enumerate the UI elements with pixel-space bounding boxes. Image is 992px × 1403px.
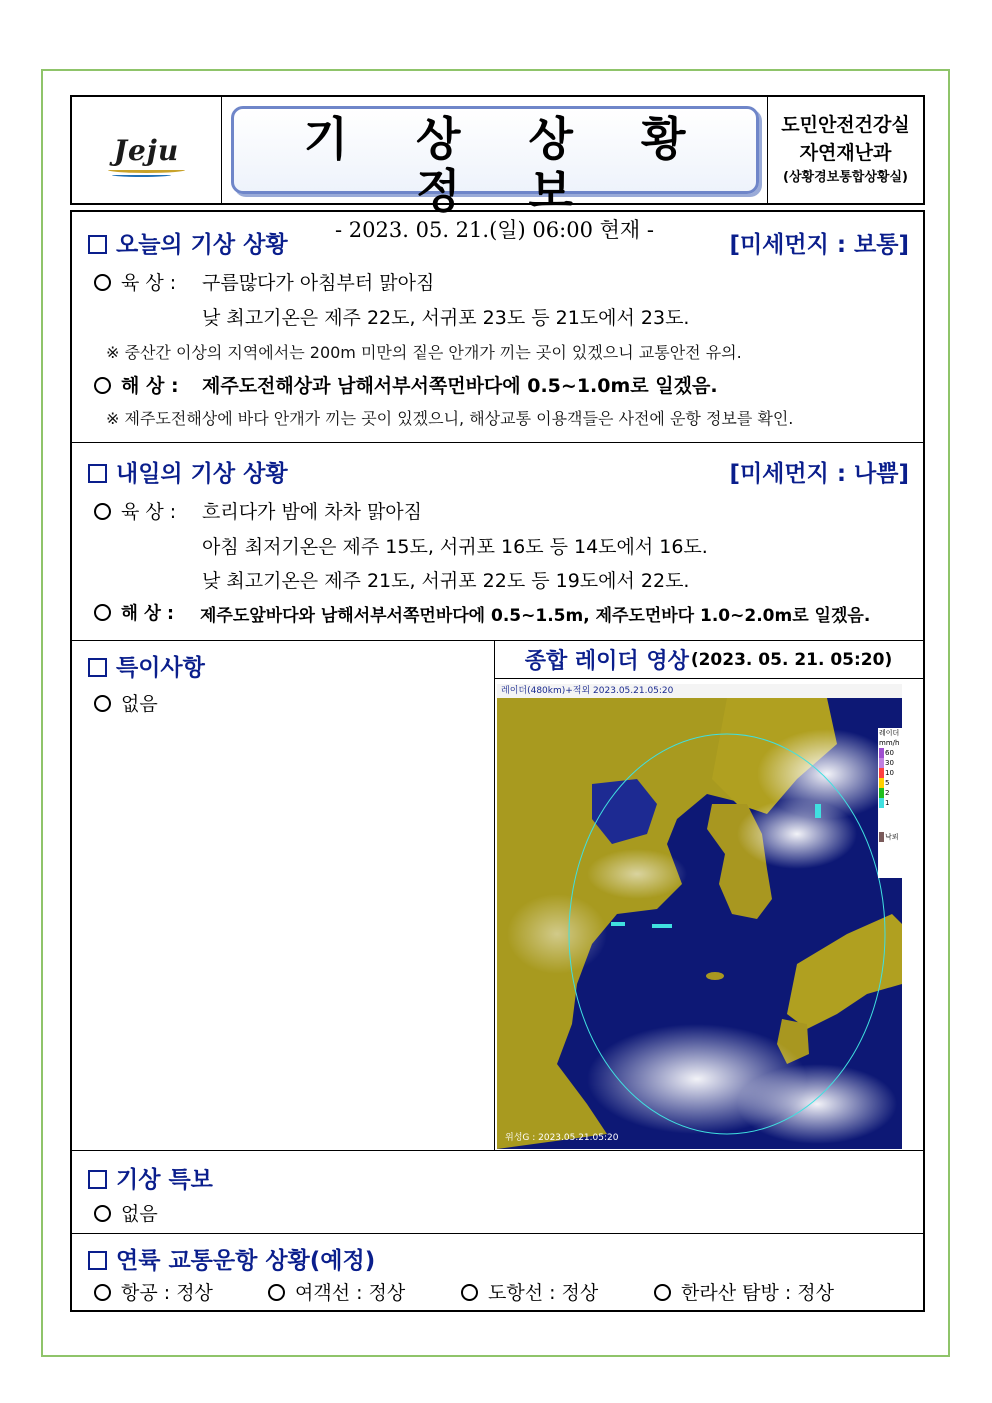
jeju-logo-text: Jeju bbox=[113, 133, 180, 167]
logo-cell bbox=[72, 97, 222, 203]
tomorrow-sea-row bbox=[94, 600, 174, 625]
legend-entry: 10 bbox=[879, 768, 902, 778]
legend-entry: 5 bbox=[879, 778, 902, 788]
logo-swoosh-icon bbox=[108, 167, 186, 173]
checkbox-icon bbox=[88, 1251, 107, 1270]
tomorrow-section bbox=[72, 443, 923, 641]
legend-entry: 1 bbox=[879, 798, 902, 808]
special-heading: 특이사항 bbox=[88, 649, 205, 682]
today-land-temp: 낮 최고기온은 제주 22도, 서귀포 23도 등 21도에서 23도. bbox=[202, 307, 690, 329]
warning-heading: 기상 특보 bbox=[88, 1161, 213, 1194]
title-cell bbox=[222, 97, 768, 242]
today-dust-level: [미세먼지 : 보통] bbox=[729, 232, 909, 258]
department-name: 도민안전건강실 bbox=[781, 114, 910, 136]
radar-satellite-image bbox=[497, 684, 902, 1149]
legend-swatch bbox=[879, 748, 884, 758]
radar-title: 종합 레이더 영상 bbox=[524, 649, 689, 674]
bullet-circle-icon bbox=[654, 1284, 671, 1301]
today-sea-row bbox=[94, 371, 179, 398]
warning-section bbox=[72, 1151, 923, 1234]
transport-hallasan: 한라산 탐방 : 정상 bbox=[654, 1278, 834, 1305]
radar-time: (2023. 05. 21. 05:20) bbox=[690, 649, 893, 670]
today-heading: 오늘의 기상 상황 bbox=[88, 226, 288, 259]
lightning-swatch bbox=[879, 832, 884, 842]
bullet-circle-icon bbox=[94, 604, 111, 621]
office-name: (상황경보통합상황실) bbox=[783, 170, 908, 185]
bullet-circle-icon bbox=[94, 503, 111, 520]
tomorrow-dust-level: [미세먼지 : 나쁨] bbox=[729, 461, 909, 487]
legend-title: 레이더 bbox=[879, 729, 900, 737]
today-land-note: ※ 중산간 이상의 지역에서는 200m 미만의 짙은 안개가 끼는 곳이 있겠으니 교통안전 유의. bbox=[106, 343, 742, 362]
tomorrow-land-min: 아침 최저기온은 제주 15도, 서귀포 16도 등 14도에서 16도. bbox=[202, 536, 708, 558]
report-header bbox=[70, 95, 925, 242]
transport-section bbox=[72, 1234, 923, 1312]
legend-swatch bbox=[879, 768, 884, 778]
bullet-circle-icon bbox=[94, 695, 111, 712]
checkbox-icon bbox=[88, 1170, 107, 1189]
report-title: 기 상 상 황 정 보 bbox=[303, 112, 712, 218]
special-item: 없음 bbox=[94, 689, 158, 716]
tomorrow-sea-label: 해 상 : bbox=[121, 604, 174, 624]
legend-unit: mm/h bbox=[879, 739, 900, 747]
legend-entry: 60 bbox=[879, 748, 902, 758]
legend-swatch bbox=[879, 798, 884, 808]
tomorrow-land-row bbox=[94, 497, 176, 524]
radar-legend bbox=[878, 728, 902, 878]
title-box bbox=[231, 106, 759, 242]
bullet-circle-icon bbox=[94, 1284, 111, 1301]
today-land-row bbox=[94, 268, 176, 295]
radar-heading bbox=[494, 641, 923, 679]
bullet-circle-icon bbox=[94, 1205, 111, 1222]
legend-entry: 2 bbox=[879, 788, 902, 798]
today-sea-label: 해 상 : bbox=[121, 375, 179, 397]
tomorrow-land-sky: 흐리다가 밤에 차차 맑아짐 bbox=[202, 501, 423, 523]
tomorrow-sea-wave: 제주도앞바다와 남해서부서쪽먼바다에 0.5~1.5m, 제주도먼바다 1.0~2.0m로 일겠음. bbox=[200, 606, 871, 626]
jeju-logo bbox=[114, 134, 180, 167]
tomorrow-land-max: 낮 최고기온은 제주 21도, 서귀포 22도 등 19도에서 22도. bbox=[202, 570, 690, 592]
bullet-circle-icon bbox=[94, 274, 111, 291]
tomorrow-land-label: 육 상 : bbox=[121, 501, 177, 523]
today-section bbox=[72, 212, 923, 443]
checkbox-icon bbox=[88, 464, 107, 483]
warning-item: 없음 bbox=[94, 1199, 158, 1226]
today-land-sky: 구름많다가 아침부터 맑아짐 bbox=[202, 272, 435, 294]
bullet-circle-icon bbox=[461, 1284, 478, 1301]
today-sea-note: ※ 제주도전해상에 바다 안개가 끼는 곳이 있겠으니, 해상교통 이용객들은 사전에 운항 정보를 확인. bbox=[106, 409, 794, 428]
radar-image-caption: 레이더(480km)+적외 2023.05.21.05:20 bbox=[497, 684, 902, 698]
transport-islet-ferry: 도항선 : 정상 bbox=[461, 1278, 598, 1305]
legend-swatch bbox=[879, 788, 884, 798]
today-land-label: 육 상 : bbox=[121, 272, 177, 294]
legend-swatch bbox=[879, 778, 884, 788]
transport-ferry: 여객선 : 정상 bbox=[268, 1278, 405, 1305]
radar-map-graphic bbox=[497, 684, 902, 1149]
report-body bbox=[70, 210, 925, 1312]
report-datetime: - 2023. 05. 21.(일) 06:00 현재 - bbox=[335, 218, 654, 242]
today-sea-wave: 제주도전해상과 남해서부서쪽먼바다에 0.5~1.0m로 일겠음. bbox=[202, 375, 718, 397]
checkbox-icon bbox=[88, 235, 107, 254]
legend-lightning: 낙뢰 bbox=[879, 832, 902, 842]
checkbox-icon bbox=[88, 658, 107, 677]
logo-swoosh-blue-icon bbox=[112, 173, 172, 177]
transport-heading: 연륙 교통운항 상황(예정) bbox=[88, 1242, 375, 1275]
legend-entry: 30 bbox=[879, 758, 902, 768]
legend-swatch bbox=[879, 758, 884, 768]
special-radar-section bbox=[72, 641, 923, 1151]
transport-air: 항공 : 정상 bbox=[94, 1278, 213, 1305]
division-name: 자연재난과 bbox=[799, 142, 892, 164]
tomorrow-heading: 내일의 기상 상황 bbox=[88, 455, 288, 488]
radar-image-footer: 위성G : 2023.05.21.05:20 bbox=[505, 1133, 619, 1143]
bullet-circle-icon bbox=[268, 1284, 285, 1301]
bullet-circle-icon bbox=[94, 377, 111, 394]
department-cell bbox=[768, 97, 923, 203]
column-divider bbox=[494, 641, 495, 1151]
